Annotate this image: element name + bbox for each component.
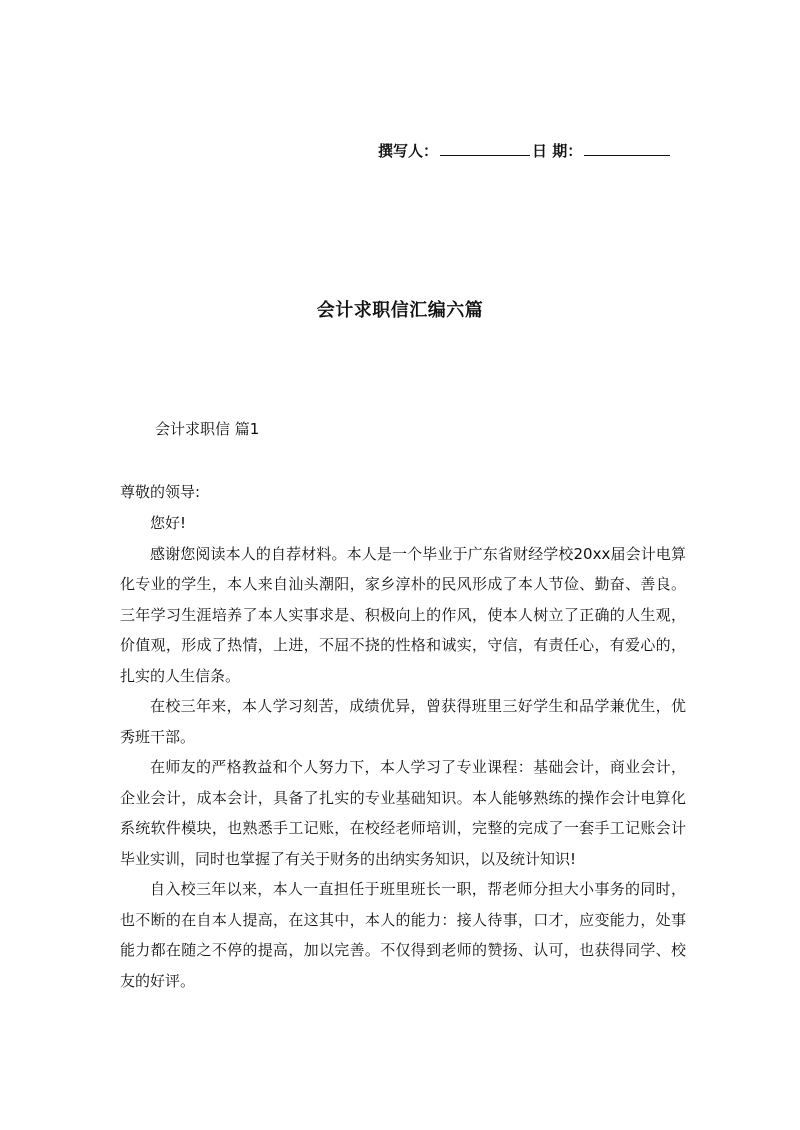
greeting-paragraph: 您好!	[150, 514, 187, 532]
section-heading: 会计求职信 篇1	[155, 420, 260, 438]
salutation: 尊敬的领导:	[120, 483, 201, 501]
date-blank	[584, 141, 670, 156]
author-date-line	[378, 140, 672, 161]
body-paragraph: 在校三年来，本人学习刻苦，成绩优异，曾获得班里三好学生和品学兼优生，优秀班干部。	[120, 697, 686, 746]
body-paragraph: 在师友的严格教益和个人努力下，本人学习了专业课程：基础会计，商业会计，企业会计，成本会计，具备了扎实的专业基础知识。本人能够熟练的操作会计电算化系统软件模块，也熟悉手工记账，在校经老师培训，完整的完成了一套手工记账会计毕业实训，同时也掌握了有关于财务的出纳实务知识，以及统计知识!	[120, 758, 686, 868]
body-paragraph: 自入校三年以来，本人一直担任于班里班长一职，帮老师分担大小事务的同时，也不断的在自本人提高，在这其中，本人的能力：接人待事，口才，应变能力，处事能力都在随之不停的提高，加以完善。不仅得到老师的赞扬、认可，也获得同学、校友的好评。	[120, 880, 686, 990]
author-blank	[440, 141, 530, 156]
letter-body	[120, 508, 686, 996]
date-label: 日 期：	[532, 142, 583, 160]
author-label: 撰写人：	[378, 142, 439, 160]
body-paragraph: 感谢您阅读本人的自荐材料。本人是一个毕业于广东省财经学校20xx届会计电算化专业的学生，本人来自汕头潮阳，家乡淳朴的民风形成了本人节俭、勤奋、善良。三年学习生涯培养了本人实事求是、积极向上的作风，使本人树立了正确的人生观，价值观，形成了热情，上进，不屈不挠的性格和诚实，守信，有责任心，有爱心的，扎实的人生信条。	[120, 544, 686, 685]
document-title: 会计求职信汇编六篇	[316, 300, 484, 321]
